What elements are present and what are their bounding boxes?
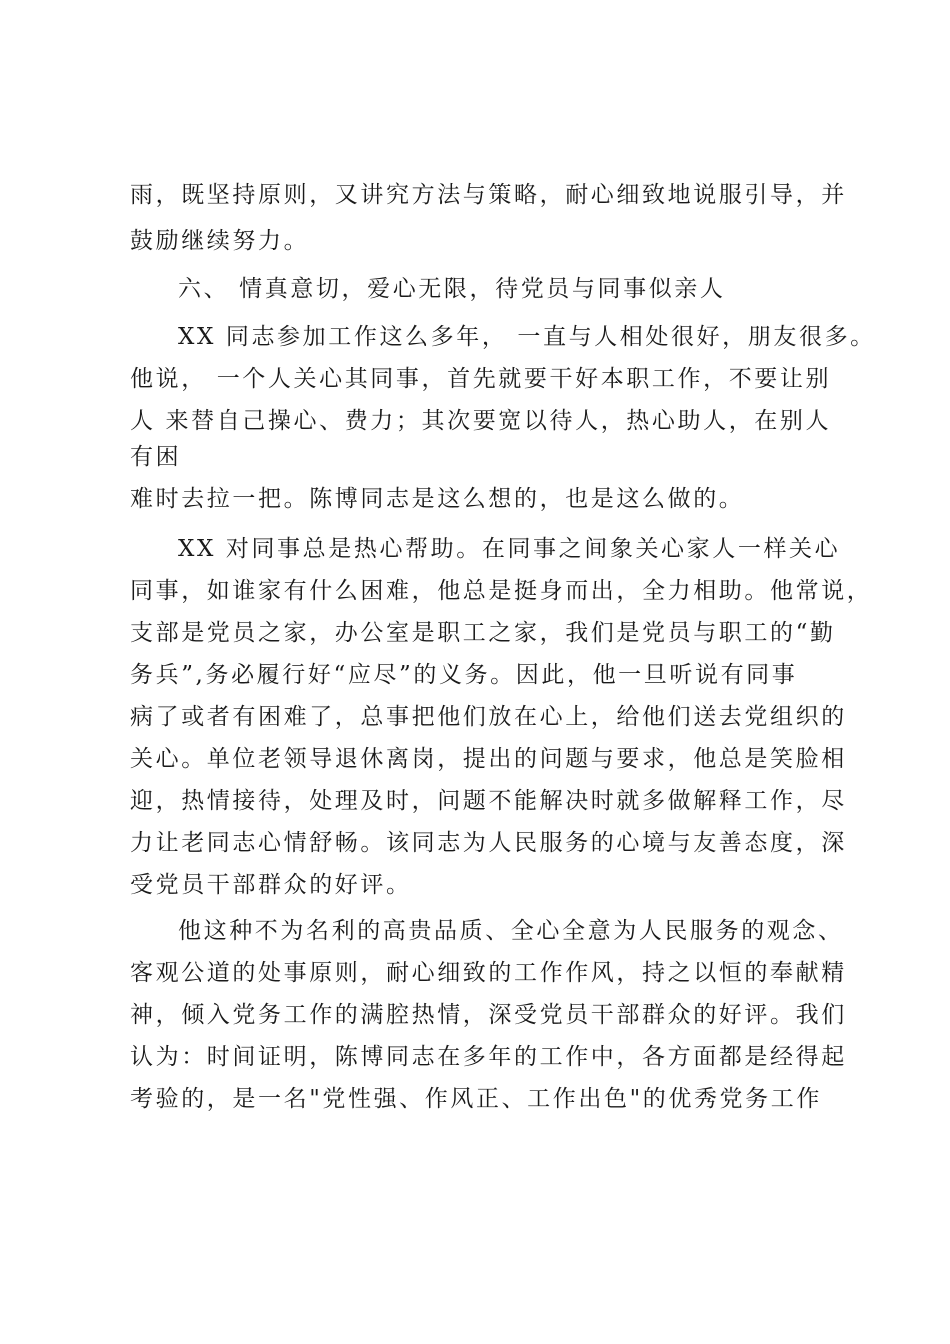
text-line: 客观公道的处事原则，耐心细致的工作作风，持之以恒的奉献精	[130, 960, 847, 986]
text-line: XX 同志参加工作这么多年， 一直与人相处很好，朋友很多。	[178, 324, 876, 350]
text-line: 难时去拉一把。陈博同志是这么想的，也是这么做的。	[130, 486, 745, 512]
text-line: 他这种不为名利的高贵品质、全心全意为人民服务的观念、	[178, 918, 844, 944]
text-line: 认为：时间证明，陈博同志在多年的工作中，各方面都是经得起	[130, 1044, 847, 1070]
text-line: 考验的，是一名"党性强、作风正、工作出色"的优秀党务工作	[130, 1086, 822, 1112]
text-line: 鼓励继续努力。	[130, 228, 310, 254]
text-line: XX 对同事总是热心帮助。在同事之间象关心家人一样关心	[178, 536, 841, 562]
text-line: 雨，既坚持原则，又讲究方法与策略，耐心细致地说服引导，并	[130, 182, 847, 208]
text-line: 力让老同志心情舒畅。该同志为人民服务的心境与友善态度，深	[130, 830, 847, 856]
text-line: 务兵”,务必履行好“应尽”的义务。因此，他一旦听说有同事	[130, 662, 798, 688]
text-line: 他说， 一个人关心其同事，首先就要干好本职工作，不要让别	[130, 366, 832, 392]
text-line: 同事，如谁家有什么困难，他总是挺身而出，全力相助。他常说，	[130, 578, 873, 604]
text-line: 关心。单位老领导退休离岗，提出的问题与要求，他总是笑脸相	[130, 746, 847, 772]
text-line: 病了或者有困难了，总事把他们放在心上，给他们送去党组织的	[130, 704, 847, 730]
text-line: 迎，热情接待，处理及时，问题不能解决时就多做解释工作，尽	[130, 788, 847, 814]
text-line: 神，倾入党务工作的满腔热情，深受党员干部群众的好评。我们	[130, 1002, 847, 1028]
text-line: 有困	[130, 444, 182, 470]
text-line: 人 来替自己操心、费力；其次要宽以待人，热心助人，在别人	[130, 408, 832, 434]
section-heading: 六、 情真意切，爱心无限，待党员与同事似亲人	[178, 276, 726, 302]
text-line: 受党员干部群众的好评。	[130, 872, 412, 898]
text-line: 支部是党员之家，办公室是职工之家，我们是党员与职工的“勤	[130, 620, 836, 646]
